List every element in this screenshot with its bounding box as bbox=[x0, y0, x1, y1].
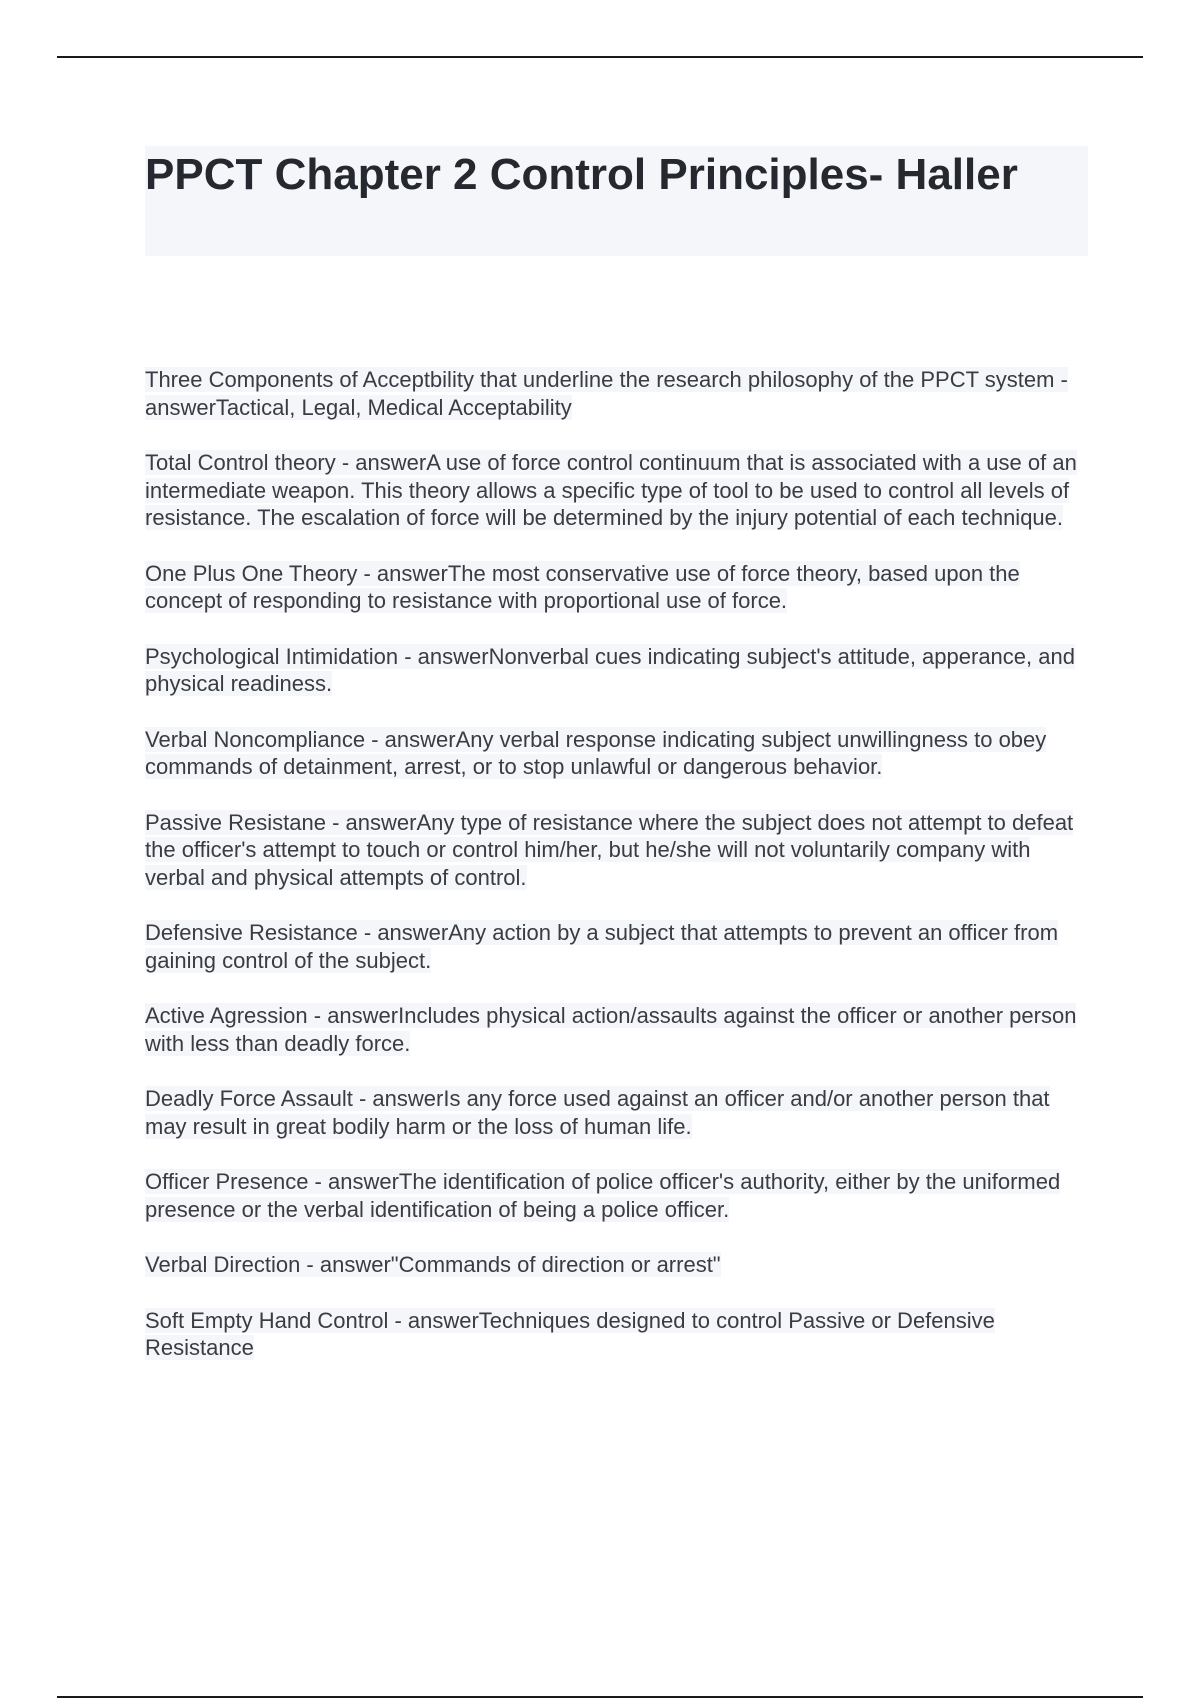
flashcard-text: Defensive Resistance - answerAny action by a subject that attempts to prevent an officer from gaining control of the subject. bbox=[145, 920, 1059, 973]
flashcard-item bbox=[145, 1002, 1095, 1057]
flashcard-item bbox=[145, 643, 1095, 698]
flashcard-item bbox=[145, 1085, 1095, 1140]
flashcard-text: Active Agression - answerIncludes physical action/assaults against the officer or another person with less than deadly force. bbox=[145, 1003, 1077, 1056]
flashcard-text: Deadly Force Assault - answerIs any force used against an officer and/or another person that may result in great bodily harm or the loss of human life. bbox=[145, 1086, 1050, 1139]
flashcard-text: Passive Resistane - answerAny type of resistance where the subject does not attempt to defeat the officer's attempt to touch or control him/her, but he/she will not voluntarily company with verbal and physical attempts of control. bbox=[145, 809, 1074, 890]
footer-rule bbox=[57, 1696, 1143, 1698]
flashcard-text: Soft Empty Hand Control - answerTechniques designed to control Passive or Defensive Resistance bbox=[145, 1307, 995, 1360]
flashcard-item bbox=[145, 1251, 1095, 1279]
flashcard-item bbox=[145, 449, 1095, 532]
flashcard-item bbox=[145, 726, 1095, 781]
flashcard-text: Three Components of Acceptbility that underline the research philosophy of the PPCT system - answerTactical, Legal, Medical Acceptability bbox=[145, 367, 1068, 420]
flashcard-item bbox=[145, 1168, 1095, 1223]
flashcard-text: Verbal Noncompliance - answerAny verbal response indicating subject unwillingness to obey commands of detainment, arrest, or to stop unlawful or dangerous behavior. bbox=[145, 726, 1047, 779]
header-rule bbox=[57, 56, 1143, 58]
flashcard-item bbox=[145, 560, 1095, 615]
flashcard-text: Psychological Intimidation - answerNonverbal cues indicating subject's attitude, apperance, and physical readiness. bbox=[145, 643, 1075, 696]
flashcard-text: One Plus One Theory - answerThe most conservative use of force theory, based upon the concept of responding to resistance with proportional use of force. bbox=[145, 560, 1020, 613]
flashcard-text: Officer Presence - answerThe identification of police officer's authority, either by the uniformed presence or the verbal identification of being a police officer. bbox=[145, 1169, 1061, 1222]
document-title: PPCT Chapter 2 Control Principles- Haller bbox=[145, 150, 1018, 199]
flashcard-item bbox=[145, 1307, 1095, 1362]
flashcard-item bbox=[145, 919, 1095, 974]
flashcard-text: Total Control theory - answerA use of force control continuum that is associated with a use of an intermediate weapon. This theory allows a specific type of tool to be used to control all levels of resistance. The escalation of force will be determined by the injury potential of each technique. bbox=[145, 450, 1077, 530]
flashcard-text: Verbal Direction - answer"Commands of direction or arrest" bbox=[145, 1252, 721, 1277]
flashcard-item bbox=[145, 809, 1095, 892]
flashcard-item bbox=[145, 366, 1095, 421]
title-block bbox=[145, 146, 1088, 256]
flashcard-list bbox=[145, 366, 1095, 1390]
